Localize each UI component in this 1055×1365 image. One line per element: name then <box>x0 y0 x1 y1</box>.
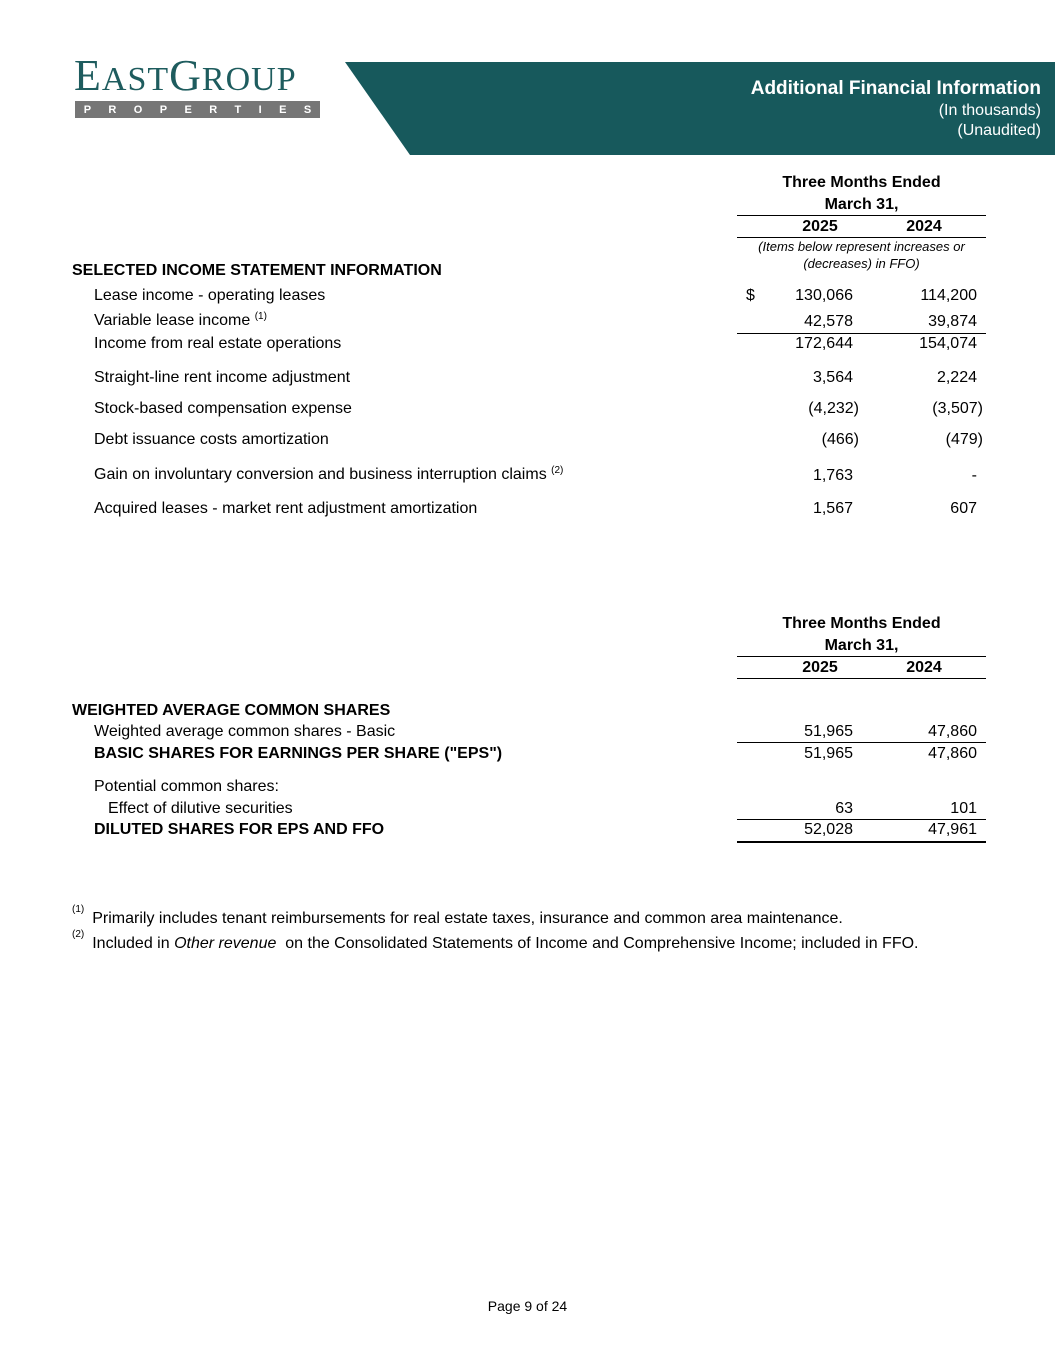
row-label: Straight-line rent income adjustment <box>94 369 351 386</box>
row-label: Income from real estate operations <box>94 335 342 352</box>
header-units: (In thousands) <box>938 102 1041 119</box>
value-2025: 130,066 <box>795 287 853 304</box>
double-underline <box>737 841 986 843</box>
row-label-text: Gain on involuntary conversion and business interruption claims <box>94 466 547 483</box>
section-heading-shares: WEIGHTED AVERAGE COMMON SHARES <box>72 702 391 719</box>
value-2024: 101 <box>950 800 977 817</box>
row-label: Debt issuance costs amortization <box>94 431 329 448</box>
page-number: Page 9 of 24 <box>487 1298 568 1314</box>
table2-col-header-date: March 31, <box>824 637 899 654</box>
row-label: DILUTED SHARES FOR EPS AND FFO <box>94 821 385 838</box>
value-2025: 3,564 <box>812 369 853 386</box>
value-2024: 47,961 <box>928 821 977 838</box>
footnote-text: Primarily includes tenant reimbursements for real estate taxes, insurance and common area maintenance. <box>92 910 843 927</box>
value-2024: 154,074 <box>919 335 977 352</box>
table1-col-header: Three Months Ended <box>782 174 941 191</box>
row-label: Stock-based compensation expense <box>94 400 352 417</box>
row-label: Potential common shares: <box>94 778 279 795</box>
footnote-text: Included in <box>92 935 170 952</box>
footnote-ref: (2) <box>551 465 564 476</box>
divider <box>737 742 986 743</box>
value-2024: 39,874 <box>928 313 977 330</box>
value-2025: 52,028 <box>804 821 853 838</box>
value-2025: (4,232) <box>808 400 859 417</box>
row-label-text: Variable lease income <box>94 312 251 329</box>
row-label: Acquired leases - market rent adjustment amortization <box>94 500 478 517</box>
value-2025: 42,578 <box>804 313 853 330</box>
value-2025: 63 <box>835 800 853 817</box>
value-2024: 2,224 <box>936 369 977 386</box>
value-2024: (479) <box>945 431 983 448</box>
row-label <box>94 466 563 484</box>
currency-symbol: $ <box>746 287 755 304</box>
logo-sub-letter: E <box>279 103 287 116</box>
table2-year-2025: 2025 <box>802 659 838 676</box>
row-label: Effect of dilutive securities <box>108 800 293 817</box>
logo-letters: AST <box>101 61 170 98</box>
logo-sub-letter: P <box>83 103 92 116</box>
value-2025: 51,965 <box>804 723 853 740</box>
value-2024: 47,860 <box>928 723 977 740</box>
footnote-italic: Other revenue <box>174 935 277 952</box>
table2-col-header: Three Months Ended <box>782 615 941 632</box>
divider <box>737 678 986 679</box>
table1-year-2025: 2025 <box>802 218 838 235</box>
value-2024: 114,200 <box>920 287 977 304</box>
footnote-text: on the Consolidated Statements of Income and Comprehensive Income; included in FFO. <box>285 935 919 952</box>
footnote-marker: (2) <box>72 929 85 940</box>
logo-sub-letter: P <box>159 103 168 116</box>
logo-sub-letter: R <box>108 103 117 116</box>
footnote-ref: (1) <box>254 311 267 322</box>
value-2025: 172,644 <box>795 335 853 352</box>
logo-letters: ROUP <box>201 61 297 98</box>
value-2024: 47,860 <box>928 745 977 762</box>
value-2025: 1,763 <box>812 467 853 484</box>
footnote-1 <box>72 904 843 928</box>
company-logo <box>74 52 297 104</box>
table1-col-header-date: March 31, <box>824 196 899 213</box>
logo-properties-bar <box>75 101 320 118</box>
logo-sub-letter: T <box>234 103 242 116</box>
divider <box>737 333 986 334</box>
footnote-marker: (1) <box>72 904 85 915</box>
page-title: Additional Financial Information <box>750 78 1041 99</box>
logo-sub-letter: O <box>133 103 143 116</box>
value-2024: 607 <box>950 500 977 517</box>
value-2025: 51,965 <box>804 745 853 762</box>
logo-sub-letter: R <box>209 103 218 116</box>
value-2024: (3,507) <box>932 400 983 417</box>
row-label <box>94 312 267 330</box>
logo-sub-letter: E <box>184 103 192 116</box>
table1-year-2024: 2024 <box>906 218 942 235</box>
row-label: Weighted average common shares - Basic <box>94 723 396 740</box>
value-2025: 1,567 <box>812 500 853 517</box>
logo-letter: E <box>74 51 102 100</box>
logo-letter: G <box>169 51 202 100</box>
section-heading-income: SELECTED INCOME STATEMENT INFORMATION <box>72 262 442 279</box>
logo-sub-letter: S <box>303 103 312 116</box>
row-label: BASIC SHARES FOR EARNINGS PER SHARE ("EPS") <box>94 745 503 762</box>
logo-sub-letter: I <box>258 103 262 116</box>
table1-ffo-note: (Items below represent increases or (decreases) in FFO) <box>758 239 965 271</box>
value-2024: - <box>971 467 977 484</box>
footnote-2 <box>72 929 919 953</box>
row-label: Lease income - operating leases <box>94 287 326 304</box>
value-2025: (466) <box>821 431 859 448</box>
header-unaudited: (Unaudited) <box>957 122 1041 139</box>
table2-year-2024: 2024 <box>906 659 942 676</box>
divider <box>737 819 986 820</box>
